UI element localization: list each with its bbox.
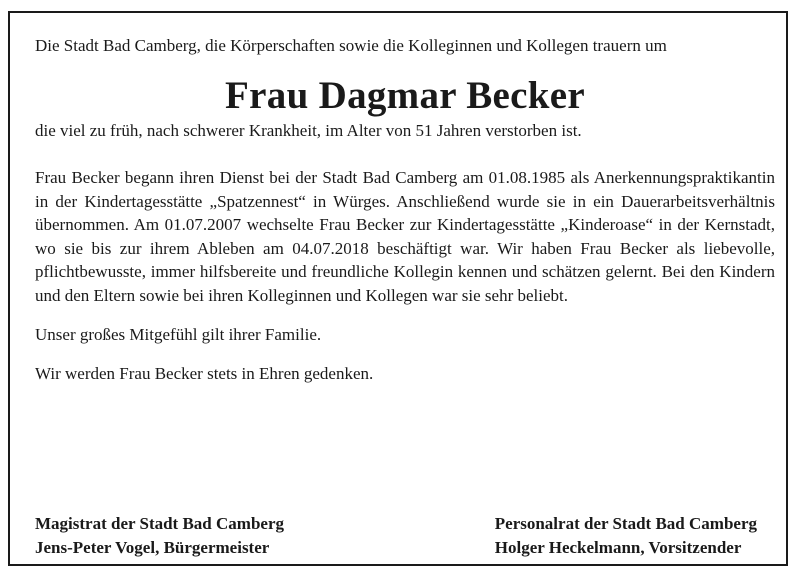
signatures (35, 512, 775, 559)
signature-right-organization: Personalrat der Stadt Bad Camberg (494, 514, 757, 533)
age-line: die viel zu früh, nach schwerer Krankheit, im Alter von 51 Jahren verstorben ist. (35, 120, 582, 140)
intro-text: Die Stadt Bad Camberg, die Körperschaften sowie die Kolleginnen und Kollegen trauern um (35, 36, 667, 55)
biography-paragraph: Frau Becker begann ihren Dienst bei der Stadt Bad Camberg am 01.08.1985 als Anerkennungspraktikantin in der Kindertagesstätte „Spatzennest“ in Würges. Anschließend wurde sie in ein Dauerarbeitsverhältnis übernommen. Am 01.07.2007 wechselte Frau Becker zur Kindertagesstätte „Kinderoase“ in der Kernstadt, wo sie bis zur ihrem Ableben am 04.07.2018 beschäftigt war. Wir haben Frau Becker als liebevolle, pflichtbewusste, immer hilfsbereite und freundliche Kollegin kennen und schätzen gelernt. Bei den Kindern und den Eltern sowie bei ihren Kolleginnen und Kollegen war sie sehr beliebt. (35, 168, 775, 305)
sympathy-line: Unser großes Mitgefühl gilt ihrer Familie. (35, 325, 322, 344)
signature-right-person: Holger Heckelmann, Vorsitzender (494, 537, 742, 557)
signature-left (35, 512, 284, 559)
notice-content (35, 34, 775, 557)
signature-left-person: Jens-Peter Vogel, Bürgermeister (35, 537, 270, 557)
deceased-name: Frau Dagmar Becker (225, 73, 585, 117)
signature-right (495, 512, 775, 559)
notice-border (8, 11, 788, 566)
honor-line: Wir werden Frau Becker stets in Ehren gedenken. (35, 363, 374, 383)
signature-left-organization: Magistrat der Stadt Bad Camberg (35, 514, 284, 533)
